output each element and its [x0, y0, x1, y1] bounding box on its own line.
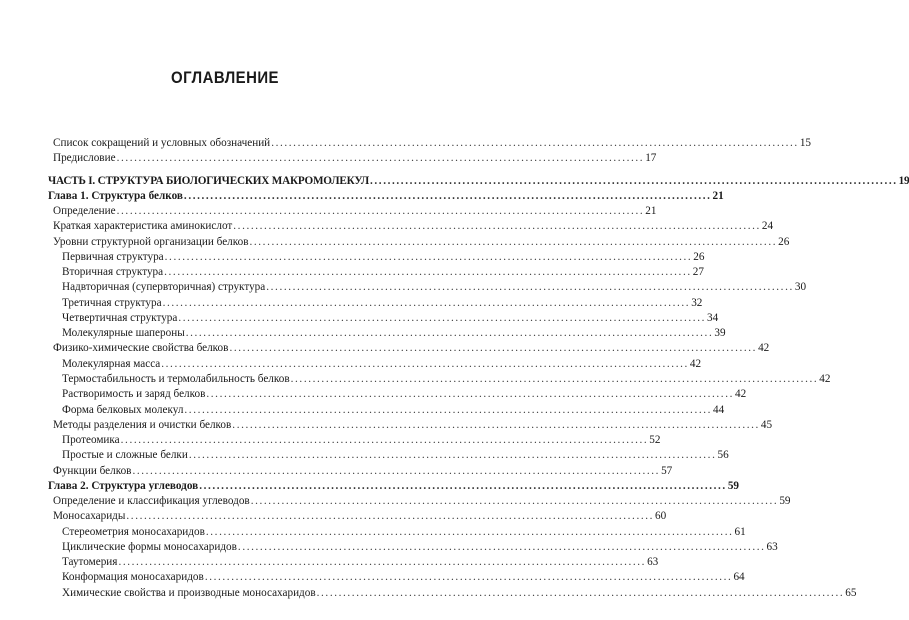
toc-entry-title: Определение [53, 205, 116, 218]
toc-entry[interactable] [48, 265, 704, 280]
toc-entry-title: Конформация моносахаридов [62, 571, 204, 584]
toc-entry[interactable] [48, 586, 857, 601]
toc-entry-title: Молекулярные шапероны [62, 327, 185, 340]
toc-part-1[interactable] [48, 174, 909, 189]
dot-leader: ........................................................................................................................ [249, 235, 778, 248]
toc-chapter-2[interactable] [48, 479, 739, 494]
toc-entry-page: 45 [760, 418, 773, 431]
toc-entry-page: 64 [733, 571, 745, 584]
toc-entry-page: 63 [647, 556, 659, 569]
toc-entry[interactable] [48, 219, 774, 234]
dot-leader: ........................................................................................................................ [118, 556, 647, 569]
dot-leader: ........................................................................................................................ [206, 388, 734, 401]
toc-entry[interactable] [48, 341, 770, 356]
toc-entry-title: Четвертичная структура [62, 311, 178, 324]
toc-entry-page: 59 [727, 479, 739, 492]
dot-leader: ........................................................................................................................ [205, 525, 734, 538]
toc-entry-title: Надвторичная (супервторичная) структура [62, 281, 266, 294]
toc-entry-page: 39 [714, 327, 726, 340]
dot-leader: ........................................................................................................................ [132, 464, 661, 477]
toc-chapter-1[interactable] [48, 189, 724, 204]
toc-entry[interactable] [48, 570, 745, 585]
toc-entry-page: 57 [661, 464, 673, 477]
toc-entry-title: Предисловие [53, 152, 116, 165]
toc-entry-page: 63 [766, 540, 778, 553]
toc-entry-page: 26 [778, 235, 790, 248]
toc-entry-page: 24 [761, 220, 774, 233]
toc-entry-page: 42 [819, 372, 831, 385]
toc-entry-abbreviations[interactable] [48, 136, 811, 151]
toc-entry-page: 61 [734, 525, 746, 538]
toc-entry-title: Физико-химические свойства белков [53, 342, 229, 355]
toc-entry-page: 26 [693, 250, 705, 263]
toc-entry[interactable] [48, 387, 747, 402]
toc-entry-title: Уровни структурной организации белков [53, 235, 249, 248]
toc-entry[interactable] [48, 494, 791, 509]
dot-leader: ........................................................................................................................ [184, 403, 713, 416]
toc-entry[interactable] [48, 448, 729, 463]
dot-leader: ........................................................................................................................ [271, 137, 799, 149]
dot-leader: ........................................................................................................................ [233, 220, 761, 233]
toc-entry-title: Третичная структура [62, 296, 162, 309]
toc-entry[interactable] [48, 357, 702, 372]
toc-entry-title: Форма белковых молекул [62, 403, 184, 416]
toc-entry-title: Молекулярная масса [62, 357, 161, 370]
page-title: ОГЛАВЛЕНИЕ [171, 68, 279, 87]
toc-entry-page: 42 [758, 342, 770, 355]
toc-entry[interactable] [48, 555, 659, 570]
dot-leader: ........................................................................................................................ [316, 586, 845, 599]
dot-leader: ........................................................................................................................ [126, 510, 655, 523]
toc-entry-page: 21 [645, 205, 657, 218]
dot-leader: ........................................................................................................................ [116, 152, 645, 165]
toc-entry-title: Растворимость и заряд белков [62, 388, 206, 401]
toc-entry-title: Химические свойства и производные моносахаридов [62, 586, 316, 599]
toc-entry-title: Список сокращений и условных обозначений [53, 137, 271, 149]
toc-entry-page: 19 [898, 174, 909, 187]
toc-entry[interactable] [48, 464, 673, 479]
toc-entry-page: 17 [645, 152, 657, 165]
toc-entry-title: Первичная структура [62, 250, 164, 263]
dot-leader: ........................................................................................................................ [120, 434, 649, 447]
toc-entry-title: Циклические формы моносахаридов [62, 540, 237, 553]
dot-leader: ........................................................................................................................ [204, 571, 733, 584]
toc-entry-page: 65 [845, 586, 857, 599]
toc-entry-title: Протеомика [62, 434, 120, 447]
toc-entry-title: Термостабильность и термолабильность белков [62, 372, 290, 385]
toc-entry[interactable] [48, 509, 667, 524]
toc-entry[interactable] [48, 372, 831, 387]
toc-entry[interactable] [48, 280, 807, 295]
toc-entry-title: Вторичная структура [62, 266, 164, 279]
toc-entry-title: Стереометрия моносахаридов [62, 525, 205, 538]
dot-leader: ........................................................................................................................ [232, 418, 760, 431]
dot-leader: ........................................................................................................................ [266, 281, 794, 294]
toc-entry-page: 30 [794, 281, 807, 294]
toc-entry-title: Простые и сложные белки [62, 449, 188, 462]
toc-entry-title: Определение и классификация углеводов [53, 495, 250, 508]
toc-entry[interactable] [48, 540, 778, 555]
toc-entry-page: 44 [713, 403, 725, 416]
toc-entry-title: Моносахариды [53, 510, 126, 523]
toc-entry-preface[interactable] [48, 151, 657, 166]
dot-leader: ........................................................................................................................ [229, 342, 758, 355]
dot-leader: ........................................................................................................................ [290, 372, 819, 385]
toc-entry[interactable] [48, 433, 661, 448]
dot-leader: ........................................................................................................................ [185, 327, 714, 340]
dot-leader: ........................................................................................................................ [199, 479, 727, 492]
toc-entry[interactable] [48, 250, 705, 265]
toc-entry-title: ЧАСТЬ I. СТРУКТУРА БИОЛОГИЧЕСКИХ МАКРОМОЛЕКУЛ [48, 174, 370, 187]
table-of-contents [48, 136, 909, 601]
dot-leader: ........................................................................................................................ [183, 189, 712, 202]
toc-entry-page: 42 [689, 357, 702, 370]
toc-entry-page: 15 [799, 137, 811, 149]
toc-entry-title: Методы разделения и очистки белков [53, 418, 232, 431]
dot-leader: ........................................................................................................................ [161, 357, 689, 370]
toc-entry-title: Таутомерия [62, 556, 118, 569]
toc-entry[interactable] [48, 204, 657, 219]
toc-entry-page: 52 [649, 434, 661, 447]
toc-entry-page: 21 [712, 189, 724, 202]
dot-leader: ........................................................................................................................ [116, 205, 645, 218]
toc-entry[interactable] [48, 525, 746, 540]
toc-entry-page: 59 [779, 495, 791, 508]
toc-entry-title: Глава 2. Структура углеводов [48, 479, 199, 492]
toc-entry[interactable] [48, 326, 726, 341]
toc-entry-page: 32 [691, 296, 703, 309]
dot-leader: ........................................................................................................................ [237, 540, 766, 553]
spacer [48, 167, 402, 174]
toc-entry-title: Глава 1. Структура белков [48, 189, 183, 202]
dot-leader: ........................................................................................................................ [188, 449, 717, 462]
toc-entry-title: Краткая характеристика аминокислот [53, 220, 233, 233]
toc-entry-page: 56 [717, 449, 729, 462]
toc-entry[interactable] [48, 403, 725, 418]
toc-entry-page: 60 [655, 510, 667, 523]
toc-entry-page: 34 [707, 311, 719, 324]
toc-entry-page: 42 [735, 388, 747, 401]
dot-leader: ........................................................................................................................ [370, 174, 898, 187]
toc-entry-title: Функции белков [53, 464, 132, 477]
toc-entry[interactable] [48, 311, 719, 326]
dot-leader: ........................................................................................................................ [164, 266, 692, 279]
dot-leader: ........................................................................................................................ [164, 250, 693, 263]
toc-entry[interactable] [48, 418, 773, 433]
toc-entry-page: 27 [692, 266, 704, 279]
toc-entry[interactable] [48, 235, 790, 250]
dot-leader: ........................................................................................................................ [162, 296, 691, 309]
dot-leader: ........................................................................................................................ [250, 495, 779, 508]
dot-leader: ........................................................................................................................ [178, 311, 706, 324]
toc-entry[interactable] [48, 296, 703, 311]
